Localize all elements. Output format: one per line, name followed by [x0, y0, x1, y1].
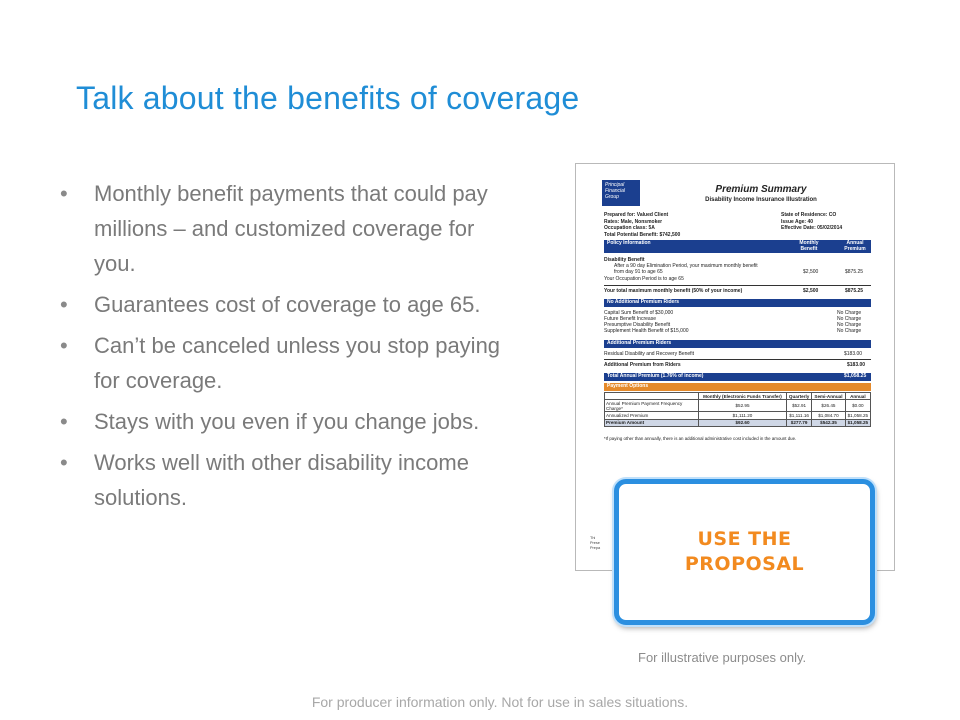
bullet-icon: • [60, 292, 68, 317]
doc-policy-info [781, 212, 881, 232]
rider-row: Residual Disability and Recovery Benefit $183.00 [604, 351, 863, 357]
bullet-item [58, 404, 518, 439]
benefits-list [58, 176, 518, 521]
meta-line: State of Residence: CO [781, 212, 837, 218]
doc-fine-print: Thi Prese Prepa [590, 536, 601, 550]
additional-total-row: Additional Premium from Riders $183.00 [604, 362, 866, 368]
footer-disclaimer: For producer information only. Not for use in sales situations. [311, 694, 689, 710]
bullet-text: Guarantees cost of coverage to age 65. [94, 292, 481, 317]
table-row: Premium Amount $92.60 $277.79 $542.35 $1,058.25 [605, 419, 871, 426]
use-proposal-callout [614, 479, 875, 625]
meta-line: Total Potential Benefit: $742,500 [604, 231, 681, 238]
annual-premium-header: Annual Premium [844, 240, 866, 252]
divider [604, 359, 871, 360]
rider-row: Presumptive Disability Benefit No Charge [604, 322, 862, 328]
bullet-text: Works well with other disability income solutions. [94, 450, 469, 510]
policy-header-label: Policy Information [607, 240, 651, 246]
meta-line: Rates: Male, Nonsmoker [604, 218, 663, 225]
bullet-icon: • [60, 450, 68, 475]
meta-line: Occupation class: 5A [604, 225, 655, 231]
doc-title: Premium Summary [715, 184, 807, 195]
table-row: Monthly (Electronic Funds Transfer) Quarterly Semi-Annual Annual [605, 393, 871, 400]
bullet-text: Can’t be canceled unless you stop paying for coverage. [94, 333, 501, 393]
payment-options-bar: Payment Options [604, 383, 871, 391]
table-row: Annual Premium Payment Frequency Charge* $52.95 $52.91 $26.45 $0.00 [605, 400, 871, 412]
bullet-item [58, 445, 518, 515]
rider-row: Future Benefit Increase No Charge [604, 316, 862, 322]
no-premium-riders-bar: No Additional Premium Riders [604, 299, 871, 307]
bullet-icon: • [60, 333, 68, 358]
policy-header-bar [604, 240, 871, 253]
doc-subtitle: Disability Income Insurance Illustration [705, 197, 817, 203]
policy-total-row: Your total maximum monthly benefit (50% of your income) $2,500 $875.25 [604, 288, 864, 294]
bullet-icon: • [60, 409, 68, 434]
meta-line: Issue Age: 40 [781, 218, 814, 225]
doc-client-info [604, 212, 764, 238]
callout-label: USE THE PROPOSAL [684, 528, 805, 575]
rider-row: Supplement Health Benefit of $15,000 No Charge [604, 328, 862, 334]
rider-row: Capital Sum Benefit of $30,000 No Charge [604, 310, 862, 316]
monthly-benefit-header: Monthly Benefit [799, 240, 819, 252]
policy-row: Disability Benefit [604, 257, 645, 263]
illustrative-disclaimer: For illustrative purposes only. [638, 650, 807, 665]
bullet-item [58, 176, 518, 281]
policy-row: After a 90 day Elimination Period, your maximum monthly benefit [614, 263, 758, 269]
meta-line: Effective Date: 05/02/2014 [781, 225, 843, 231]
bullet-text: Monthly benefit payments that could pay millions – and customized coverage for you. [94, 181, 488, 276]
company-logo: Principal Financial Group [602, 180, 640, 206]
bullet-text: Stays with you even if you change jobs. [94, 409, 480, 434]
policy-row: Your Occupation Period is to age 65 [604, 276, 684, 282]
meta-line: Prepared for: Valued Client [604, 212, 669, 218]
policy-row: from day 91 to age 65 $2,500 $875.25 [614, 269, 864, 275]
divider [604, 285, 871, 286]
annual-total-bar: Total Annual Premium (1.76% of income) $1,058.25 [604, 373, 871, 381]
slide-title: Talk about the benefits of coverage [76, 80, 580, 116]
doc-footnote: *If paying other than annually, there is an additional administrative cost included in the amount due. [604, 436, 797, 441]
additional-riders-bar: Additional Premium Riders [604, 340, 871, 348]
bullet-item [58, 328, 518, 398]
payment-options-table [604, 392, 871, 427]
bullet-item [58, 287, 518, 322]
bullet-icon: • [60, 181, 68, 206]
table-row: Annualized Premium $1,111.20 $1,111.16 $1,084.70 $1,058.25 [605, 412, 871, 419]
